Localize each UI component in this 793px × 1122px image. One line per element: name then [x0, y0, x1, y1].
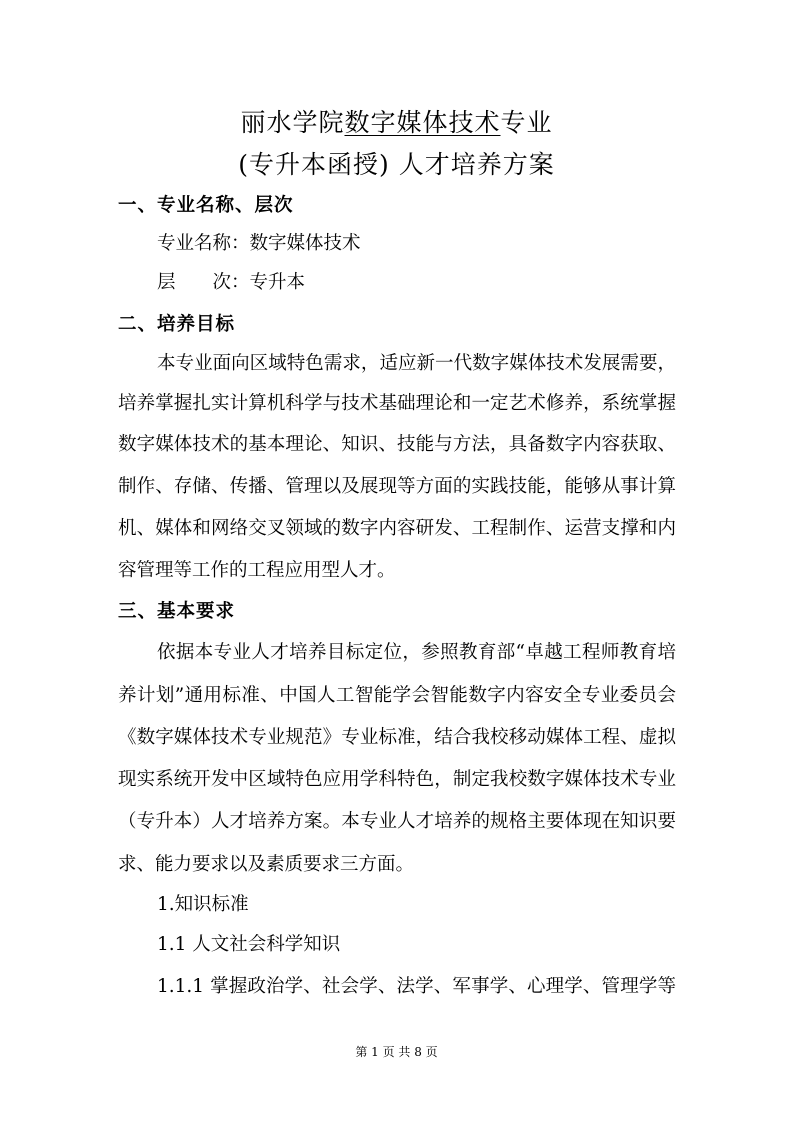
section-heading-basic-requirements: 三、基本要求 — [118, 601, 236, 622]
paragraph-line: 现实系统开发中区域特色应用学科特色，制定我校数字媒体技术专业 — [118, 769, 676, 790]
paragraph-line: 培养掌握扎实计算机科学与技术基础理论和一定艺术修养，系统掌握 — [118, 393, 676, 414]
document-title-line-2: (专升本函授) 人才培养方案 — [238, 150, 555, 179]
paragraph-line: 求、能力要求以及素质要求三方面。 — [118, 854, 415, 875]
level-label: 层 次： — [157, 272, 250, 293]
paragraph-line: 依据本专业人才培养目标定位，参照教育部“卓越工程师教育培 — [157, 642, 676, 663]
list-item-humanities-knowledge: 1.1 人文社会科学知识 — [157, 934, 341, 955]
level-value: 专升本 — [249, 272, 306, 293]
paragraph-line: 数字媒体技术的基本理论、知识、技能与方法，具备数字内容获取、 — [118, 434, 676, 455]
level-row — [157, 268, 676, 294]
paragraph-line: 机、媒体和网络交叉领域的数字内容研发、工程制作、运营支撑和内 — [118, 518, 676, 539]
page-number-footer: 第 1 页 共 8 页 — [355, 1045, 438, 1059]
document-title-line-1 — [0, 103, 793, 139]
list-item-knowledge-standard: 1.知识标准 — [157, 894, 249, 915]
title-prefix: 丽水学院 — [240, 108, 345, 137]
section-heading-major-name-level: 一、专业名称、层次 — [118, 195, 294, 216]
paragraph-line: 《数字媒体技术专业规范》专业标准，结合我校移动媒体工程、虚拟 — [118, 727, 676, 748]
paragraph-line: （专升本）人才培养方案。本专业人才培养的规格主要体现在知识要 — [118, 811, 676, 832]
list-item-subject-mastery: 1.1.1 掌握政治学、社会学、法学、军事学、心理学、管理学等 — [157, 976, 676, 997]
paragraph-line: 制作、存储、传播、管理以及展现等方面的实践技能，能够从事计算 — [118, 476, 676, 497]
paragraph-line: 容管理等工作的工程应用型人才。 — [118, 560, 396, 581]
section-heading-training-goal: 二、培养目标 — [118, 314, 236, 335]
paragraph-line: 养计划”通用标准、中国人工智能学会智能数字内容安全专业委员会 — [118, 685, 676, 706]
title-suffix: 专业 — [500, 108, 553, 137]
paragraph-line: 本专业面向区域特色需求，适应新一代数字媒体技术发展需要， — [157, 353, 676, 374]
major-name-row: 专业名称：数字媒体技术 — [157, 233, 361, 254]
title-major-name: 数字媒体技术 — [344, 108, 501, 137]
